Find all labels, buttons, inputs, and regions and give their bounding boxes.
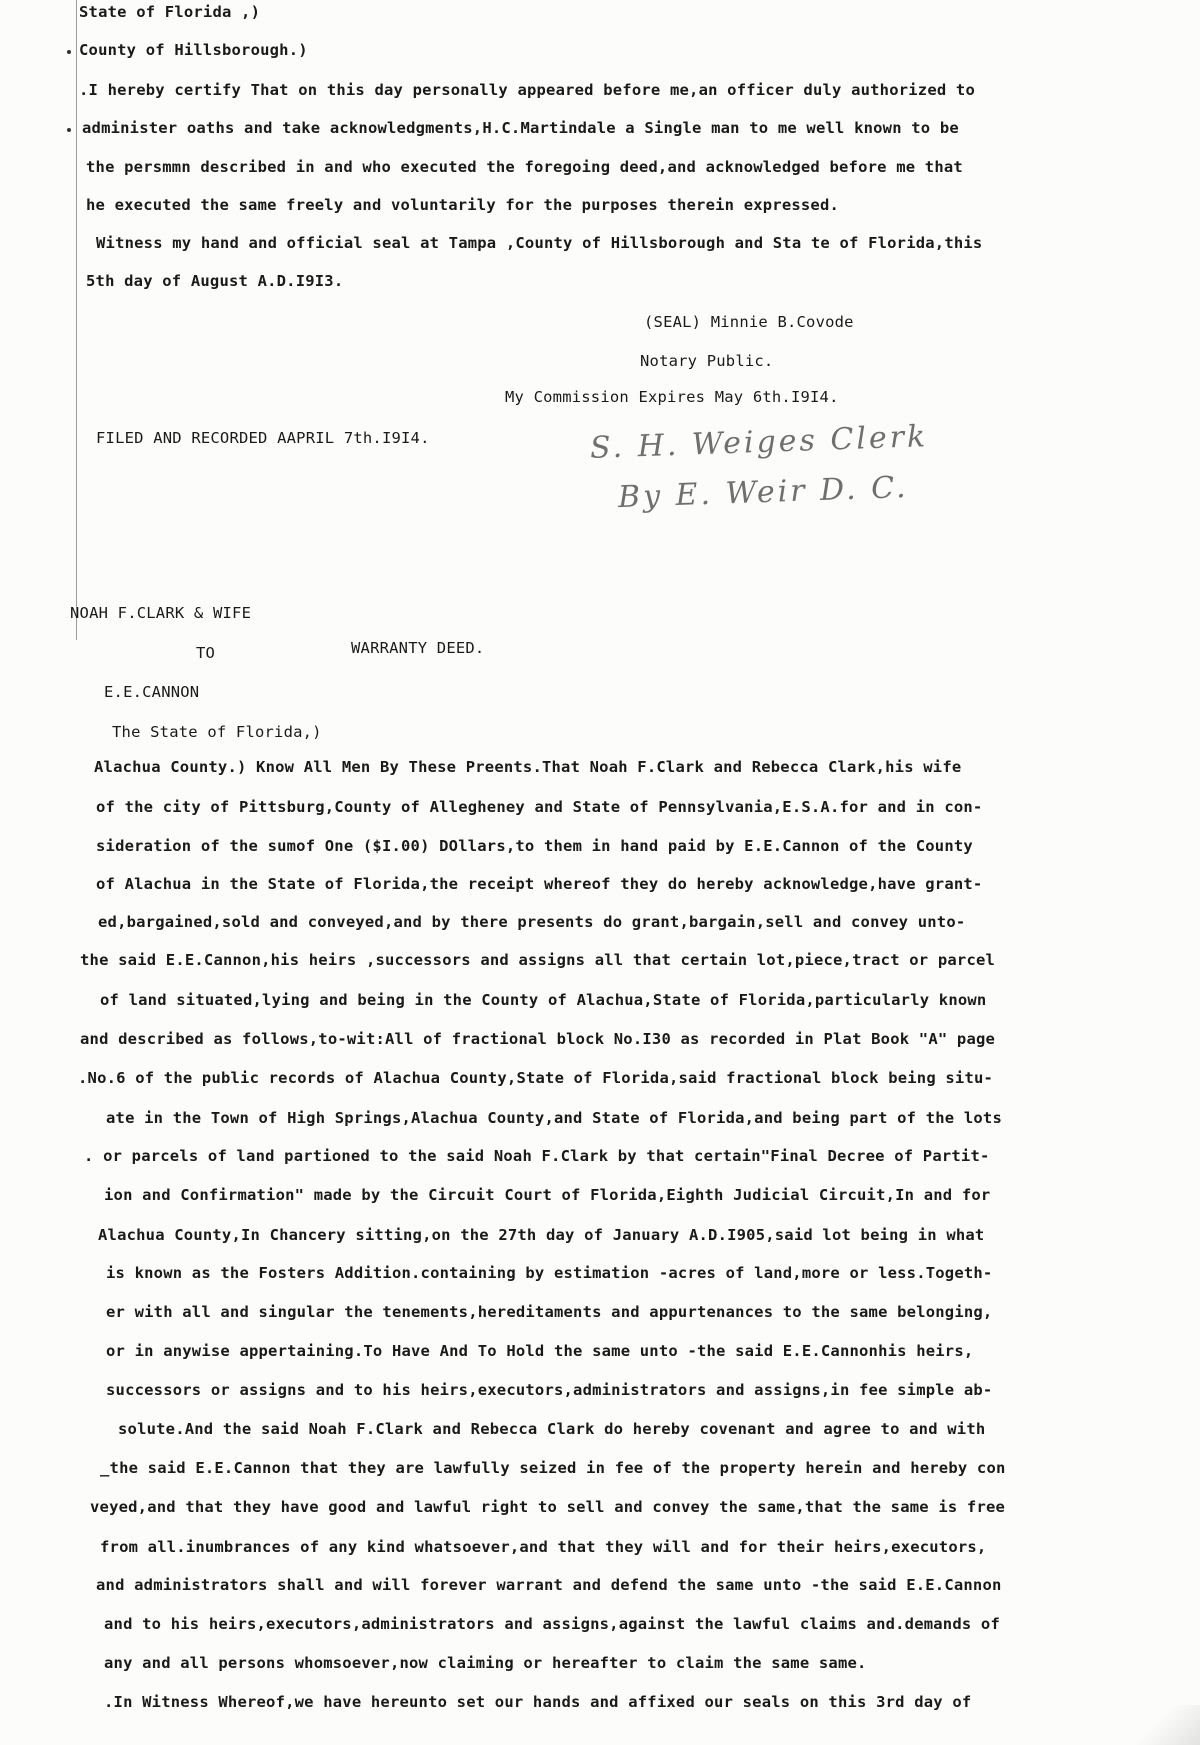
deputy-signature: By E. Weir D. C. xyxy=(617,469,910,516)
filed-recorded: FILED AND RECORDED AAPRIL 7th.I9I4. xyxy=(96,429,430,447)
deed-body-line-10: ate in the Town of High Springs,Alachua County,and State of Florida,and being part of the lots xyxy=(106,1109,1002,1127)
deed-body-line-6: the said E.E.Cannon,his heirs ,successors and assigns all that certain lot,piece,tract or parcel xyxy=(80,951,996,969)
notary-seal-name: (SEAL) Minnie B.Covode xyxy=(644,313,854,331)
deed-body-line-11: . or parcels of land partioned to the said Noah F.Clark by that certain"Final Decree of Partit- xyxy=(84,1147,990,1165)
ack-line-person: the persmmn described in and who executed the foregoing deed,and acknowledged before me that xyxy=(86,158,963,176)
deed-body-line-18: solute.And the said Noah F.Clark and Rebecca Clark do hereby covenant and agree to and with xyxy=(118,1420,986,1438)
deed-body-line-23: and to his heirs,executors,administrators and assigns,against the lawful claims and.demands of xyxy=(104,1615,1000,1633)
ack-line-date: 5th day of August A.D.I9I3. xyxy=(86,272,344,290)
deed-grantor: NOAH F.CLARK & WIFE xyxy=(70,604,252,622)
margin-speck xyxy=(67,128,71,132)
deed-body-line-2: of the city of Pittsburg,County of Allegheney and State of Pennsylvania,E.S.A.for and in con- xyxy=(96,798,983,816)
deed-body-line-25: .In Witness Whereof,we have hereunto set our hands and affixed our seals on this 3rd day of xyxy=(104,1693,972,1711)
deed-body-line-19: _the said E.E.Cannon that they are lawfully seized in fee of the property herein and hereby con xyxy=(100,1459,1006,1477)
deed-body-line-12: ion and Confirmation" made by the Circuit Court of Florida,Eighth Judicial Circuit,In and for xyxy=(104,1186,991,1204)
deed-body-line-8: and described as follows,to-wit:All of fractional block No.I30 as recorded in Plat Book "A" page xyxy=(80,1030,996,1048)
deed-to: TO xyxy=(196,644,216,662)
left-margin-rule xyxy=(76,0,77,640)
ack-line-oaths: administer oaths and take acknowledgments,H.C.Martindale a Single man to me well known to be xyxy=(82,119,959,137)
deed-type: WARRANTY DEED. xyxy=(351,639,485,657)
deed-body-line-4: of Alachua in the State of Florida,the receipt whereof they do hereby acknowledge,have grant- xyxy=(96,875,983,893)
clerk-signature: S. H. Weiges Clerk xyxy=(589,419,929,466)
ack-line-executed: he executed the same freely and voluntarily for the purposes therein expressed. xyxy=(86,196,840,214)
notary-commission: My Commission Expires May 6th.I9I4. xyxy=(505,388,839,406)
deed-body-line-17: successors or assigns and to his heirs,executors,administrators and assigns,in fee simple ab- xyxy=(106,1381,993,1399)
deed-body-line-5: ed,bargained,sold and conveyed,and by there presents do grant,bargain,sell and convey unto- xyxy=(98,913,966,931)
deed-body-line-13: Alachua County,In Chancery sitting,on the 27th day of January A.D.I905,said lot being in what xyxy=(98,1226,985,1244)
margin-speck xyxy=(67,50,71,54)
deed-body-line-7: of land situated,lying and being in the County of Alachua,State of Florida,particularly known xyxy=(100,991,987,1009)
deed-grantee: E.E.CANNON xyxy=(104,683,200,701)
notary-title: Notary Public. xyxy=(640,352,774,370)
ack-line-certify: .I hereby certify That on this day personally appeared before me,an officer duly authorized to xyxy=(79,81,975,99)
deed-body-line-9: .No.6 of the public records of Alachua County,State of Florida,said fractional block being situ- xyxy=(78,1069,994,1087)
ack-line-state: State of Florida ,) xyxy=(79,3,261,21)
ack-line-county: County of Hillsborough.) xyxy=(79,41,308,59)
deed-body-line-3: sideration of the sumof One ($I.00) DOllars,to them in hand paid by E.E.Cannon of the County xyxy=(96,837,973,855)
deed-state-line: The State of Florida,) xyxy=(112,723,322,741)
deed-body-line-15: er with all and singular the tenements,hereditaments and appurtenances to the same belonging, xyxy=(106,1303,993,1321)
deed-body-line-24: any and all persons whomsoever,now claiming or hereafter to claim the same same. xyxy=(104,1654,867,1672)
deed-body-line-1: Alachua County.) Know All Men By These Preents.That Noah F.Clark and Rebecca Clark,his wife xyxy=(94,758,962,776)
deed-body-line-21: from all.inumbrances of any kind whatsoever,and that they will and for their heirs,executors, xyxy=(100,1538,987,1556)
deed-body-line-14: is known as the Fosters Addition.containing by estimation -acres of land,more or less.Togeth- xyxy=(106,1264,993,1282)
deed-body-line-22: and administrators shall and will forever warrant and defend the same unto -the said E.E.Cannon xyxy=(96,1576,1002,1594)
page-corner-smudge xyxy=(1130,1705,1200,1745)
deed-body-line-20: veyed,and that they have good and lawful right to sell and convey the same,that the same is free xyxy=(90,1498,1006,1516)
deed-body-line-16: or in anywise appertaining.To Have And To Hold the same unto -the said E.E.Cannonhis heirs, xyxy=(106,1342,974,1360)
ack-line-witness: Witness my hand and official seal at Tampa ,County of Hillsborough and Sta te of Florida,this xyxy=(96,234,983,252)
